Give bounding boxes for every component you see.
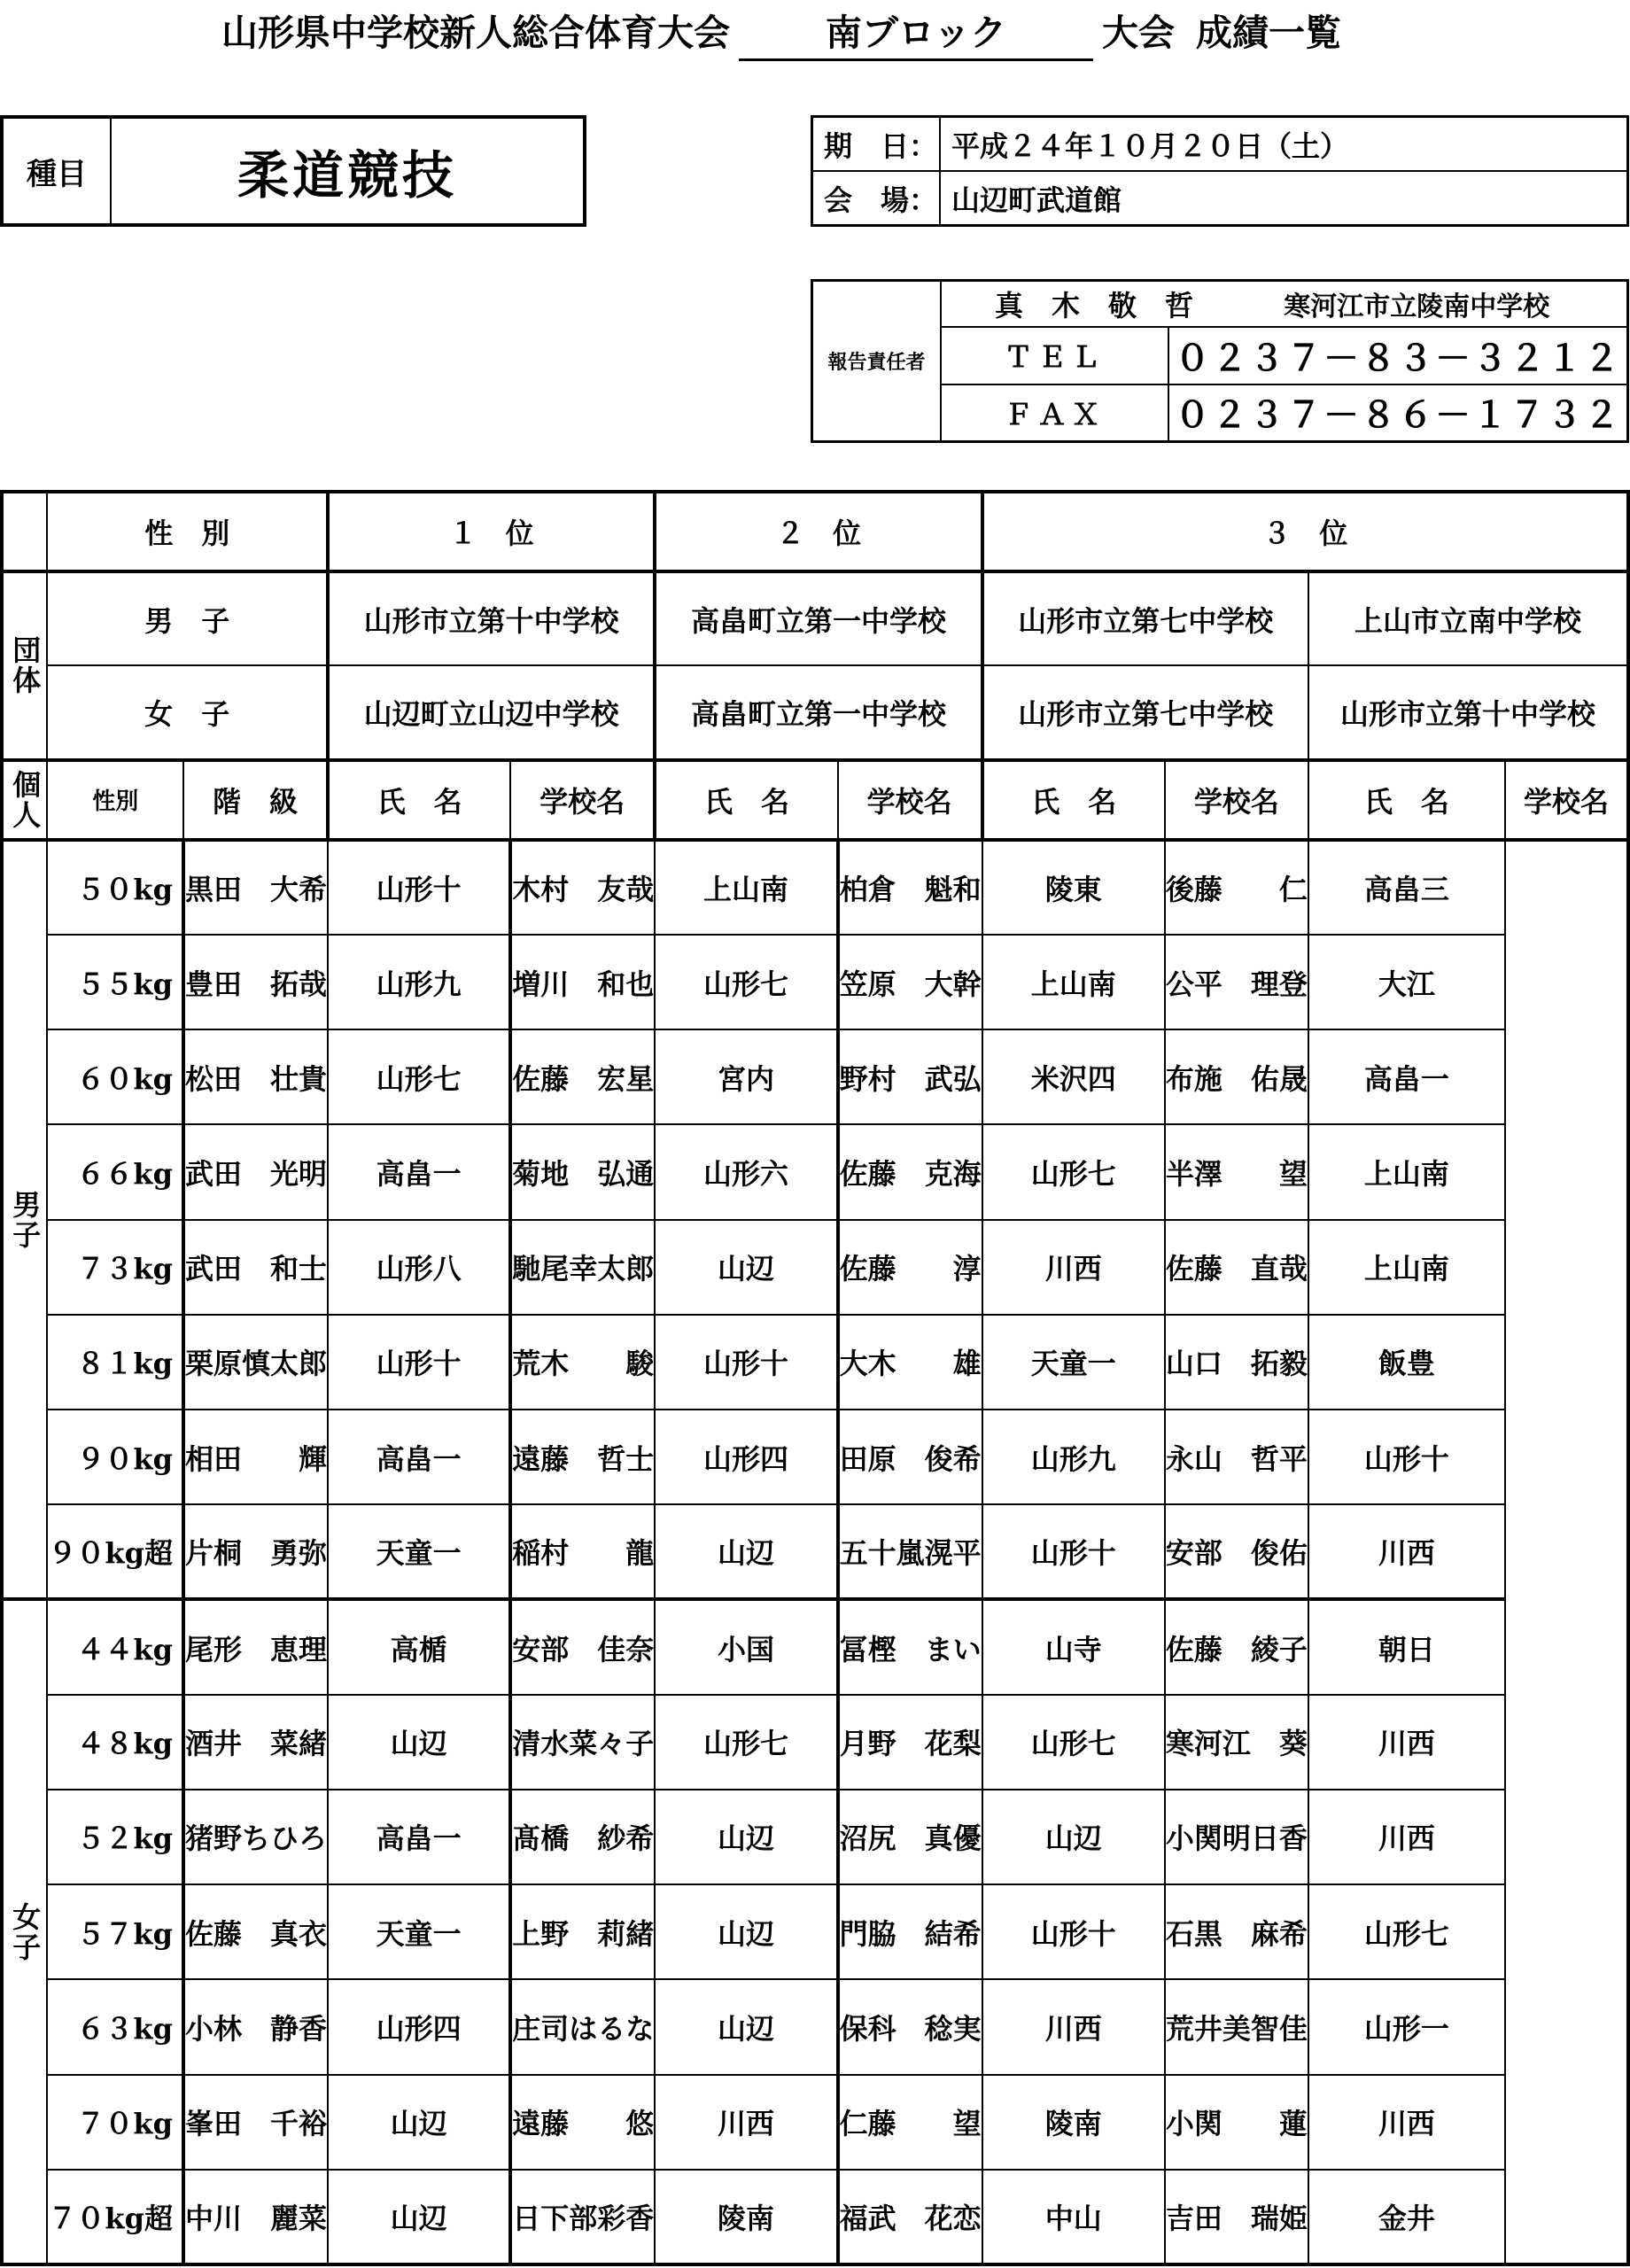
athlete-name: 後藤 仁 <box>1165 840 1308 935</box>
athlete-name: 寒河江 葵 <box>1165 1695 1308 1790</box>
athlete-school: 天童一 <box>982 1315 1165 1410</box>
athlete-name: 佐藤 克海 <box>838 1124 982 1219</box>
athlete-name: 尾形 恵理 <box>183 1599 328 1694</box>
reporter-table <box>811 279 1629 443</box>
athlete-school: 山形七 <box>328 1029 510 1124</box>
info-table <box>811 115 1629 227</box>
athlete-school: 川西 <box>1308 1790 1505 1884</box>
athlete-name: 中川 麗菜 <box>183 2170 328 2264</box>
athlete-name: 遠藤 哲士 <box>510 1410 655 1504</box>
athlete-school: 山辺 <box>328 2170 510 2264</box>
athlete-school: 山形九 <box>982 1410 1165 1504</box>
athlete-school: 川西 <box>982 1220 1165 1315</box>
athlete-school: 山辺 <box>655 1884 837 1979</box>
title-suffix-1: 大会 <box>1102 12 1175 54</box>
reporter-label: 報告責任者 <box>812 281 942 442</box>
athlete-name: 公平 理登 <box>1165 935 1308 1029</box>
date-label: 期 日： <box>812 117 941 172</box>
athlete-name: 武田 光明 <box>183 1124 328 1219</box>
reporter-name: 真 木 敬 哲 <box>995 289 1194 323</box>
athlete-school: 山辺 <box>655 1220 837 1315</box>
athlete-school: 陵南 <box>982 2075 1165 2170</box>
athlete-name: 小関 蓮 <box>1165 2075 1308 2170</box>
athlete-school: 宮内 <box>655 1029 837 1124</box>
athlete-school: 山辺 <box>655 1504 837 1599</box>
athlete-school: 高畠一 <box>328 1124 510 1219</box>
athlete-school: 中山 <box>982 2170 1165 2264</box>
fax-value: ０２３７－８６－１７３２ <box>1168 384 1628 442</box>
athlete-school: 金井 <box>1308 2170 1505 2264</box>
athlete-school: 川西 <box>1308 2075 1505 2170</box>
athlete-school: 山形四 <box>328 1979 510 2074</box>
female-label: 女子 <box>2 1599 47 2264</box>
athlete-school: 川西 <box>982 1979 1165 2074</box>
tel-value: ０２３７－８３－３２１２ <box>1168 327 1628 384</box>
title-prefix: 山形県中学校新人総合体育大会 <box>221 12 730 54</box>
athlete-name: 石黒 麻希 <box>1165 1884 1308 1979</box>
school-header: 学校名 <box>510 760 655 840</box>
athlete-school: 天童一 <box>328 1884 510 1979</box>
team-second: 高畠町立第一中学校 <box>655 665 982 759</box>
athlete-name: 猪野ちひろ <box>183 1790 328 1884</box>
weight-class-row <box>2 1790 1628 1884</box>
athlete-school: 川西 <box>1308 1695 1505 1790</box>
athlete-school: 山形七 <box>655 935 837 1029</box>
athlete-school: 高畠三 <box>1308 840 1505 935</box>
athlete-name: 木村 友哉 <box>510 840 655 935</box>
reporter-info <box>941 281 1628 328</box>
title-suffix-2: 成績一覧 <box>1196 12 1341 54</box>
male-label: 男子 <box>2 840 47 1600</box>
weight-class-row <box>2 1979 1628 2074</box>
athlete-name: 吉田 瑞姫 <box>1165 2170 1308 2264</box>
athlete-name: 小林 静香 <box>183 1979 328 2074</box>
athlete-name: 仁藤 望 <box>838 2075 982 2170</box>
athlete-school: 川西 <box>655 2075 837 2170</box>
athlete-name: 日下部彩香 <box>510 2170 655 2264</box>
athlete-name: 菊地 弘通 <box>510 1124 655 1219</box>
athlete-school: 山辺 <box>328 1695 510 1790</box>
name-header: 氏 名 <box>328 760 510 840</box>
athlete-name: 五十嵐滉平 <box>838 1504 982 1599</box>
place-header-row <box>2 492 1628 571</box>
weight-class-row <box>2 1599 1628 1694</box>
weight-class-row <box>2 840 1628 935</box>
athlete-name: 笠原 大幹 <box>838 935 982 1029</box>
athlete-school: 上山南 <box>655 840 837 935</box>
team-third-a: 山形市立第七中学校 <box>982 665 1308 759</box>
athlete-name: 荒井美智佳 <box>1165 1979 1308 2074</box>
athlete-school: 山形十 <box>982 1504 1165 1599</box>
athlete-name: 松田 壮貴 <box>183 1029 328 1124</box>
weight-class: ５０kg <box>47 840 183 935</box>
weight-header: 階 級 <box>183 760 328 840</box>
athlete-school: 上山南 <box>1308 1220 1505 1315</box>
event-label: 種目 <box>4 119 112 223</box>
athlete-name: 半澤 望 <box>1165 1124 1308 1219</box>
date-value: 平成２４年１０月２０日（土） <box>940 117 1628 172</box>
tel-label: ＴＥＬ <box>941 327 1168 384</box>
individual-label: 個人 <box>2 760 47 840</box>
gender-header: 性 別 <box>47 492 328 571</box>
name-header: 氏 名 <box>655 760 837 840</box>
weight-class: ７３kg <box>47 1220 183 1315</box>
athlete-school: 米沢四 <box>982 1029 1165 1124</box>
athlete-name: 田原 俊希 <box>838 1410 982 1504</box>
athlete-name: 相田 輝 <box>183 1410 328 1504</box>
athlete-school: 高楯 <box>328 1599 510 1694</box>
team-third-b: 上山市立南中学校 <box>1308 571 1628 665</box>
team-third-b: 山形市立第十中学校 <box>1308 665 1628 759</box>
athlete-name: 片桐 勇弥 <box>183 1504 328 1599</box>
weight-class: ７０kg超 <box>47 2170 183 2264</box>
athlete-name: 荒木 駿 <box>510 1315 655 1410</box>
athlete-name: 安部 佳奈 <box>510 1599 655 1694</box>
athlete-name: 遠藤 悠 <box>510 2075 655 2170</box>
individual-header-row <box>2 760 1628 840</box>
weight-class: ９０kg超 <box>47 1504 183 1599</box>
athlete-name: 佐藤 綾子 <box>1165 1599 1308 1694</box>
athlete-name: 佐藤 淳 <box>838 1220 982 1315</box>
athlete-name: 保科 稔実 <box>838 1979 982 2074</box>
team-row-male <box>2 571 1628 665</box>
athlete-school: 山寺 <box>982 1599 1165 1694</box>
weight-class: ５２kg <box>47 1790 183 1884</box>
title-block: 南ブロック <box>739 4 1093 61</box>
weight-class-row <box>2 1504 1628 1599</box>
place1-header: １ 位 <box>328 492 655 571</box>
athlete-school: 山形一 <box>1308 1979 1505 2074</box>
weight-class-row <box>2 2170 1628 2264</box>
athlete-school: 飯豊 <box>1308 1315 1505 1410</box>
athlete-name: 大木 雄 <box>838 1315 982 1410</box>
athlete-school: 小国 <box>655 1599 837 1694</box>
athlete-name: 布施 佑晟 <box>1165 1029 1308 1124</box>
athlete-school: 山形十 <box>1308 1410 1505 1504</box>
name-header: 氏 名 <box>1308 760 1505 840</box>
athlete-school: 山辺 <box>982 1790 1165 1884</box>
athlete-school: 山辺 <box>328 2075 510 2170</box>
athlete-name: 佐藤 直哉 <box>1165 1220 1308 1315</box>
athlete-school: 山形十 <box>328 840 510 935</box>
athlete-name: 清水菜々子 <box>510 1695 655 1790</box>
athlete-name: 峯田 千裕 <box>183 2075 328 2170</box>
weight-class-row <box>2 1884 1628 1979</box>
page-title <box>221 4 1341 66</box>
athlete-school: 大江 <box>1308 935 1505 1029</box>
athlete-school: 朝日 <box>1308 1599 1505 1694</box>
athlete-name: 沼尻 真優 <box>838 1790 982 1884</box>
weight-class-row <box>2 1315 1628 1410</box>
athlete-school: 山辺 <box>655 1790 837 1884</box>
weight-class-row <box>2 1695 1628 1790</box>
school-header: 学校名 <box>1505 760 1628 840</box>
team-label: 団体 <box>2 571 47 759</box>
place2-header: ２ 位 <box>655 492 982 571</box>
school-header: 学校名 <box>1165 760 1308 840</box>
event-box <box>0 115 586 227</box>
athlete-name: 庄司はるな <box>510 1979 655 2074</box>
weight-class: ４４kg <box>47 1599 183 1694</box>
venue-label: 会 場： <box>812 171 941 226</box>
weight-class-row <box>2 1124 1628 1219</box>
team-gender: 女 子 <box>47 665 328 759</box>
athlete-school: 山形七 <box>982 1124 1165 1219</box>
athlete-name: 酒井 菜緒 <box>183 1695 328 1790</box>
weight-class: ６６kg <box>47 1124 183 1219</box>
athlete-name: 髙橋 紗希 <box>510 1790 655 1884</box>
athlete-name: 黒田 大希 <box>183 840 328 935</box>
name-header: 氏 名 <box>982 760 1165 840</box>
male-results <box>2 840 1628 1600</box>
athlete-school: 山形七 <box>1308 1884 1505 1979</box>
athlete-name: 柏倉 魁和 <box>838 840 982 935</box>
weight-class: ４８kg <box>47 1695 183 1790</box>
weight-class: ９０kg <box>47 1410 183 1504</box>
athlete-school: 高畠一 <box>328 1410 510 1504</box>
athlete-name: 野村 武弘 <box>838 1029 982 1124</box>
team-second: 高畠町立第一中学校 <box>655 571 982 665</box>
team-third-a: 山形市立第七中学校 <box>982 571 1308 665</box>
athlete-school: 山形十 <box>655 1315 837 1410</box>
athlete-name: 山口 拓毅 <box>1165 1315 1308 1410</box>
weight-class-row <box>2 1410 1628 1504</box>
weight-class-row <box>2 2075 1628 2170</box>
event-value: 柔道競技 <box>237 145 457 206</box>
athlete-school: 上山南 <box>982 935 1165 1029</box>
athlete-school: 山形九 <box>328 935 510 1029</box>
team-first: 山形市立第十中学校 <box>328 571 655 665</box>
athlete-school: 山形七 <box>982 1695 1165 1790</box>
athlete-school: 山形六 <box>655 1124 837 1219</box>
weight-class: ５７kg <box>47 1884 183 1979</box>
athlete-school: 高畠一 <box>1308 1029 1505 1124</box>
athlete-school: 山形十 <box>982 1884 1165 1979</box>
team-first: 山辺町立山辺中学校 <box>328 665 655 759</box>
athlete-name: 武田 和士 <box>183 1220 328 1315</box>
athlete-name: 増川 和也 <box>510 935 655 1029</box>
athlete-school: 天童一 <box>328 1504 510 1599</box>
athlete-name: 豊田 拓哉 <box>183 935 328 1029</box>
female-results <box>2 1599 1628 2264</box>
weight-class: ５５kg <box>47 935 183 1029</box>
athlete-school: 山辺 <box>655 1979 837 2074</box>
school-header: 学校名 <box>838 760 982 840</box>
athlete-school: 高畠一 <box>328 1790 510 1884</box>
athlete-name: 小関明日香 <box>1165 1790 1308 1884</box>
athlete-name: 門脇 結希 <box>838 1884 982 1979</box>
place3-header: ３ 位 <box>982 492 1628 571</box>
weight-class-row <box>2 935 1628 1029</box>
sub-gender-header: 性別 <box>47 760 183 840</box>
athlete-name: 佐藤 宏星 <box>510 1029 655 1124</box>
athlete-school: 山形十 <box>328 1315 510 1410</box>
athlete-name: 永山 哲平 <box>1165 1410 1308 1504</box>
athlete-name: 月野 花梨 <box>838 1695 982 1790</box>
athlete-name: 稲村 龍 <box>510 1504 655 1599</box>
venue-value: 山辺町武道館 <box>940 171 1628 226</box>
athlete-name: 佐藤 真衣 <box>183 1884 328 1979</box>
athlete-school: 川西 <box>1308 1504 1505 1599</box>
fax-label: ＦＡＸ <box>941 384 1168 442</box>
weight-class: ６３kg <box>47 1979 183 2074</box>
athlete-name: 福武 花恋 <box>838 2170 982 2264</box>
athlete-school: 陵南 <box>655 2170 837 2264</box>
team-gender: 男 子 <box>47 571 328 665</box>
team-row-female <box>2 665 1628 759</box>
athlete-school: 陵東 <box>982 840 1165 935</box>
athlete-name: 上野 莉緒 <box>510 1884 655 1979</box>
athlete-school: 上山南 <box>1308 1124 1505 1219</box>
weight-class-row <box>2 1220 1628 1315</box>
weight-class: ８１kg <box>47 1315 183 1410</box>
weight-class: ７０kg <box>47 2075 183 2170</box>
athlete-school: 山形八 <box>328 1220 510 1315</box>
athlete-name: 栗原慎太郎 <box>183 1315 328 1410</box>
reporter-school: 寒河江市立陵南中学校 <box>1284 291 1550 323</box>
athlete-school: 山形七 <box>655 1695 837 1790</box>
athlete-name: 馳尾幸太郎 <box>510 1220 655 1315</box>
weight-class-row <box>2 1029 1628 1124</box>
weight-class: ６０kg <box>47 1029 183 1124</box>
athlete-school: 山形四 <box>655 1410 837 1504</box>
athlete-name: 冨樫 まい <box>838 1599 982 1694</box>
results-table <box>0 490 1630 2266</box>
athlete-name: 安部 俊佑 <box>1165 1504 1308 1599</box>
